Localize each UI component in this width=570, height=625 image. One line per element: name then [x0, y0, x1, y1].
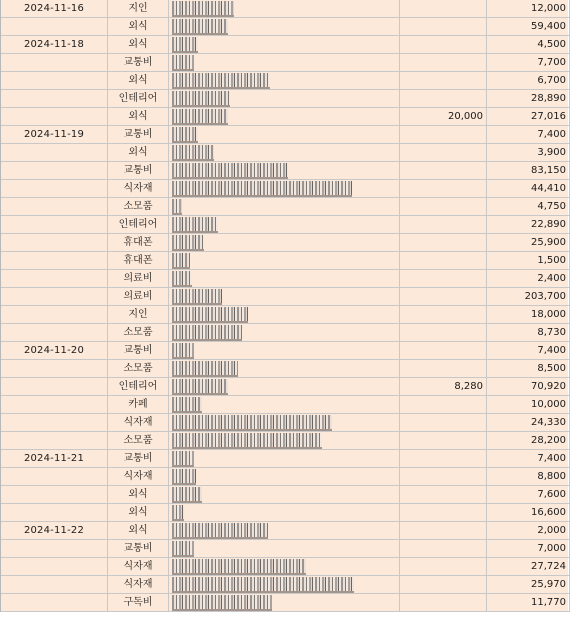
category-cell[interactable]: 카페: [108, 396, 169, 414]
income-cell[interactable]: [400, 468, 487, 486]
redacted-text: [172, 325, 242, 339]
table-row: [1, 288, 570, 306]
table-row: [1, 558, 570, 576]
amount-cell[interactable]: 16,600: [487, 504, 570, 522]
date-cell[interactable]: [1, 558, 108, 576]
date-cell[interactable]: [1, 54, 108, 72]
amount-cell[interactable]: 27,016: [487, 108, 570, 126]
table-row: [1, 594, 570, 612]
description-cell[interactable]: [169, 414, 400, 432]
date-cell[interactable]: [1, 180, 108, 198]
category-cell[interactable]: 교통비: [108, 162, 169, 180]
redacted-text: [172, 415, 332, 429]
income-cell[interactable]: 8,280: [400, 378, 487, 396]
income-cell[interactable]: [400, 216, 487, 234]
category-cell[interactable]: 교통비: [108, 342, 169, 360]
amount-cell[interactable]: 83,150: [487, 162, 570, 180]
category-cell[interactable]: 식자재: [108, 576, 169, 594]
ledger-body: [1, 0, 570, 612]
amount-cell[interactable]: 7,700: [487, 54, 570, 72]
date-cell[interactable]: [1, 252, 108, 270]
amount-cell[interactable]: 4,500: [487, 36, 570, 54]
date-cell[interactable]: [1, 216, 108, 234]
date-cell[interactable]: [1, 468, 108, 486]
income-cell[interactable]: [400, 0, 487, 18]
category-cell[interactable]: 식자재: [108, 558, 169, 576]
date-cell[interactable]: [1, 90, 108, 108]
amount-cell[interactable]: 7,400: [487, 342, 570, 360]
table-row: [1, 18, 570, 36]
table-row: [1, 360, 570, 378]
category-cell[interactable]: 소모품: [108, 198, 169, 216]
date-cell[interactable]: [1, 378, 108, 396]
income-cell[interactable]: [400, 504, 487, 522]
category-cell[interactable]: 외식: [108, 522, 169, 540]
table-row: [1, 72, 570, 90]
amount-cell[interactable]: 28,890: [487, 90, 570, 108]
description-cell[interactable]: [169, 198, 400, 216]
amount-cell[interactable]: 7,400: [487, 126, 570, 144]
table-row: [1, 234, 570, 252]
amount-cell[interactable]: 25,900: [487, 234, 570, 252]
description-cell[interactable]: [169, 36, 400, 54]
redacted-text: [172, 523, 268, 537]
amount-cell[interactable]: 10,000: [487, 396, 570, 414]
redacted-text: [172, 127, 198, 141]
income-cell[interactable]: [400, 252, 487, 270]
date-cell[interactable]: 2024-11-22: [1, 522, 108, 540]
description-cell[interactable]: [169, 576, 400, 594]
table-row: [1, 576, 570, 594]
description-cell[interactable]: [169, 432, 400, 450]
date-cell[interactable]: [1, 198, 108, 216]
date-cell[interactable]: [1, 144, 108, 162]
amount-cell[interactable]: 70,920: [487, 378, 570, 396]
redacted-text: [172, 235, 204, 249]
table-row: [1, 108, 570, 126]
date-cell[interactable]: [1, 270, 108, 288]
income-cell[interactable]: 20,000: [400, 108, 487, 126]
redacted-text: [172, 109, 228, 123]
table-row: [1, 378, 570, 396]
income-cell[interactable]: [400, 558, 487, 576]
redacted-text: [172, 145, 214, 159]
category-cell[interactable]: 외식: [108, 108, 169, 126]
table-row: [1, 468, 570, 486]
amount-cell[interactable]: 27,724: [487, 558, 570, 576]
description-cell[interactable]: [169, 54, 400, 72]
description-cell[interactable]: [169, 324, 400, 342]
amount-cell[interactable]: 1,500: [487, 252, 570, 270]
income-cell[interactable]: [400, 486, 487, 504]
date-cell[interactable]: 2024-11-20: [1, 342, 108, 360]
description-cell[interactable]: [169, 486, 400, 504]
date-cell[interactable]: 2024-11-18: [1, 36, 108, 54]
table-row: [1, 504, 570, 522]
income-cell[interactable]: [400, 126, 487, 144]
redacted-text: [172, 271, 192, 285]
table-row: [1, 342, 570, 360]
category-cell[interactable]: 교통비: [108, 540, 169, 558]
table-row: [1, 180, 570, 198]
category-cell[interactable]: 소모품: [108, 324, 169, 342]
income-cell[interactable]: [400, 360, 487, 378]
amount-cell[interactable]: 59,400: [487, 18, 570, 36]
income-cell[interactable]: [400, 198, 487, 216]
income-cell[interactable]: [400, 54, 487, 72]
amount-cell[interactable]: 24,330: [487, 414, 570, 432]
redacted-text: [172, 379, 228, 393]
income-cell[interactable]: [400, 18, 487, 36]
table-row: [1, 324, 570, 342]
redacted-text: [172, 343, 194, 357]
redacted-text: [172, 307, 248, 321]
category-cell[interactable]: 지인: [108, 306, 169, 324]
redacted-text: [172, 73, 270, 87]
table-row: [1, 36, 570, 54]
date-cell[interactable]: [1, 108, 108, 126]
income-cell[interactable]: [400, 576, 487, 594]
category-cell[interactable]: 구독비: [108, 594, 169, 612]
redacted-text: [172, 253, 190, 267]
redacted-text: [172, 451, 194, 465]
income-cell[interactable]: [400, 324, 487, 342]
date-cell[interactable]: [1, 504, 108, 522]
income-cell[interactable]: [400, 162, 487, 180]
description-cell[interactable]: [169, 306, 400, 324]
table-row: [1, 396, 570, 414]
category-cell[interactable]: 소모품: [108, 432, 169, 450]
date-cell[interactable]: [1, 432, 108, 450]
description-cell[interactable]: [169, 468, 400, 486]
income-cell[interactable]: [400, 450, 487, 468]
description-cell[interactable]: [169, 288, 400, 306]
amount-cell[interactable]: 11,770: [487, 594, 570, 612]
description-cell[interactable]: [169, 72, 400, 90]
table-row: [1, 54, 570, 72]
date-cell[interactable]: [1, 162, 108, 180]
description-cell[interactable]: [169, 594, 400, 612]
description-cell[interactable]: [169, 270, 400, 288]
category-cell[interactable]: 교통비: [108, 450, 169, 468]
table-row: [1, 90, 570, 108]
description-cell[interactable]: [169, 450, 400, 468]
description-cell[interactable]: [169, 396, 400, 414]
amount-cell[interactable]: 8,500: [487, 360, 570, 378]
income-cell[interactable]: [400, 396, 487, 414]
description-cell[interactable]: [169, 234, 400, 252]
category-cell[interactable]: 인테리어: [108, 378, 169, 396]
description-cell[interactable]: [169, 108, 400, 126]
category-cell[interactable]: 식자재: [108, 180, 169, 198]
category-cell[interactable]: 외식: [108, 486, 169, 504]
category-cell[interactable]: 소모품: [108, 360, 169, 378]
date-cell[interactable]: [1, 360, 108, 378]
amount-cell[interactable]: 6,700: [487, 72, 570, 90]
description-cell[interactable]: [169, 342, 400, 360]
redacted-text: [172, 55, 194, 69]
income-cell[interactable]: [400, 270, 487, 288]
description-cell[interactable]: [169, 558, 400, 576]
date-cell[interactable]: [1, 288, 108, 306]
category-cell[interactable]: 외식: [108, 144, 169, 162]
table-row: [1, 216, 570, 234]
income-cell[interactable]: [400, 414, 487, 432]
category-cell[interactable]: 식자재: [108, 468, 169, 486]
date-cell[interactable]: [1, 414, 108, 432]
redacted-text: [172, 505, 184, 519]
category-cell[interactable]: 외식: [108, 36, 169, 54]
category-cell[interactable]: 휴대폰: [108, 252, 169, 270]
amount-cell[interactable]: 22,890: [487, 216, 570, 234]
amount-cell[interactable]: 4,750: [487, 198, 570, 216]
category-cell[interactable]: 교통비: [108, 54, 169, 72]
redacted-text: [172, 595, 272, 609]
date-cell[interactable]: [1, 324, 108, 342]
amount-cell[interactable]: 12,000: [487, 0, 570, 18]
table-row: [1, 414, 570, 432]
redacted-text: [172, 181, 352, 195]
table-row: [1, 252, 570, 270]
table-row: [1, 162, 570, 180]
category-cell[interactable]: 휴대폰: [108, 234, 169, 252]
income-cell[interactable]: [400, 90, 487, 108]
table-row: [1, 486, 570, 504]
redacted-text: [172, 433, 322, 447]
redacted-text: [172, 541, 194, 555]
date-cell[interactable]: [1, 18, 108, 36]
date-cell[interactable]: [1, 72, 108, 90]
category-cell[interactable]: 인테리어: [108, 216, 169, 234]
amount-cell[interactable]: 18,000: [487, 306, 570, 324]
income-cell[interactable]: [400, 306, 487, 324]
category-cell[interactable]: 교통비: [108, 126, 169, 144]
category-cell[interactable]: 지인: [108, 0, 169, 18]
income-cell[interactable]: [400, 522, 487, 540]
date-cell[interactable]: 2024-11-21: [1, 450, 108, 468]
date-cell[interactable]: [1, 486, 108, 504]
income-cell[interactable]: [400, 180, 487, 198]
redacted-text: [172, 91, 230, 105]
description-cell[interactable]: [169, 144, 400, 162]
description-cell[interactable]: [169, 0, 400, 18]
income-cell[interactable]: [400, 342, 487, 360]
amount-cell[interactable]: 203,700: [487, 288, 570, 306]
amount-cell[interactable]: 7,400: [487, 450, 570, 468]
amount-cell[interactable]: 3,900: [487, 144, 570, 162]
date-cell[interactable]: [1, 396, 108, 414]
description-cell[interactable]: [169, 504, 400, 522]
date-cell[interactable]: [1, 306, 108, 324]
amount-cell[interactable]: 28,200: [487, 432, 570, 450]
table-row: [1, 540, 570, 558]
redacted-text: [172, 397, 202, 411]
income-cell[interactable]: [400, 234, 487, 252]
expense-ledger-table: [1, 0, 570, 612]
description-cell[interactable]: [169, 216, 400, 234]
table-row: [1, 522, 570, 540]
table-row: [1, 126, 570, 144]
description-cell[interactable]: [169, 126, 400, 144]
description-cell[interactable]: [169, 180, 400, 198]
amount-cell[interactable]: 44,410: [487, 180, 570, 198]
redacted-text: [172, 1, 234, 15]
description-cell[interactable]: [169, 360, 400, 378]
table-row: [1, 270, 570, 288]
date-cell[interactable]: 2024-11-16: [1, 0, 108, 18]
date-cell[interactable]: [1, 234, 108, 252]
redacted-text: [172, 559, 306, 573]
amount-cell[interactable]: 8,730: [487, 324, 570, 342]
redacted-text: [172, 289, 222, 303]
redacted-text: [172, 19, 228, 33]
category-cell[interactable]: 외식: [108, 72, 169, 90]
date-cell[interactable]: 2024-11-19: [1, 126, 108, 144]
category-cell[interactable]: 인테리어: [108, 90, 169, 108]
income-cell[interactable]: [400, 540, 487, 558]
amount-cell[interactable]: 8,800: [487, 468, 570, 486]
table-row: [1, 432, 570, 450]
income-cell[interactable]: [400, 72, 487, 90]
amount-cell[interactable]: 2,400: [487, 270, 570, 288]
description-cell[interactable]: [169, 378, 400, 396]
description-cell[interactable]: [169, 522, 400, 540]
description-cell[interactable]: [169, 252, 400, 270]
description-cell[interactable]: [169, 18, 400, 36]
table-row: [1, 0, 570, 18]
amount-cell[interactable]: 7,000: [487, 540, 570, 558]
redacted-text: [172, 199, 182, 213]
date-cell[interactable]: [1, 576, 108, 594]
category-cell[interactable]: 식자재: [108, 414, 169, 432]
category-cell[interactable]: 의료비: [108, 288, 169, 306]
income-cell[interactable]: [400, 144, 487, 162]
amount-cell[interactable]: 2,000: [487, 522, 570, 540]
description-cell[interactable]: [169, 90, 400, 108]
category-cell[interactable]: 의료비: [108, 270, 169, 288]
category-cell[interactable]: 외식: [108, 504, 169, 522]
redacted-text: [172, 469, 196, 483]
redacted-text: [172, 577, 354, 591]
description-cell[interactable]: [169, 540, 400, 558]
redacted-text: [172, 361, 238, 375]
amount-cell[interactable]: 25,970: [487, 576, 570, 594]
description-cell[interactable]: [169, 162, 400, 180]
redacted-text: [172, 487, 202, 501]
date-cell[interactable]: [1, 594, 108, 612]
table-row: [1, 306, 570, 324]
date-cell[interactable]: [1, 540, 108, 558]
income-cell[interactable]: [400, 288, 487, 306]
income-cell[interactable]: [400, 432, 487, 450]
table-row: [1, 450, 570, 468]
amount-cell[interactable]: 7,600: [487, 486, 570, 504]
redacted-text: [172, 37, 198, 51]
redacted-text: [172, 163, 288, 177]
income-cell[interactable]: [400, 36, 487, 54]
category-cell[interactable]: 외식: [108, 18, 169, 36]
table-row: [1, 198, 570, 216]
redacted-text: [172, 217, 218, 231]
table-row: [1, 144, 570, 162]
income-cell[interactable]: [400, 594, 487, 612]
